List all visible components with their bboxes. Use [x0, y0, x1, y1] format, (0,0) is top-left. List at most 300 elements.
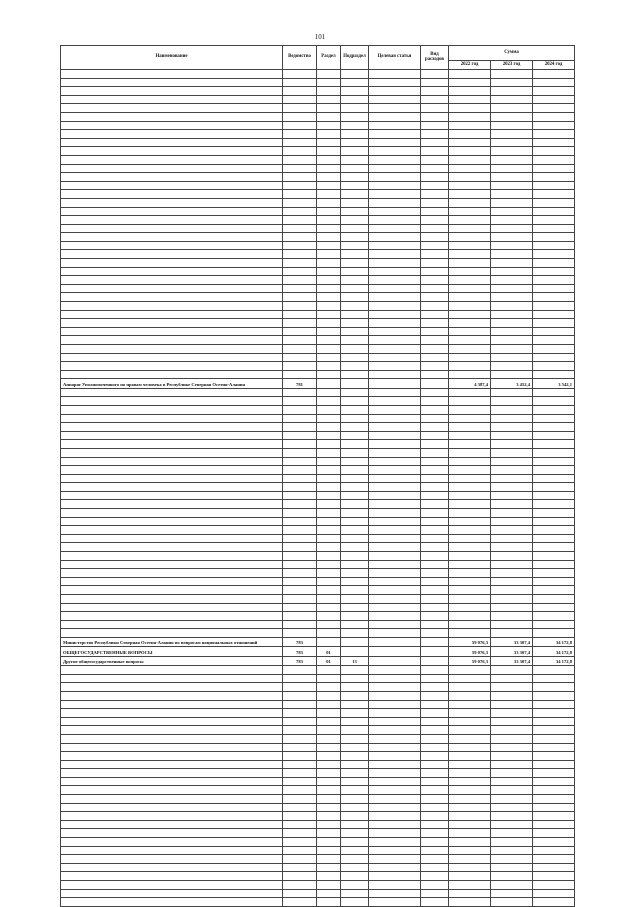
table-cell [421, 777, 449, 786]
table-cell [369, 534, 421, 543]
table-row-illegible [61, 448, 575, 457]
table-cell [491, 577, 533, 586]
table-cell [61, 267, 283, 276]
table-row-illegible [61, 595, 575, 604]
table-cell [317, 829, 341, 838]
table-cell [369, 491, 421, 500]
table-cell [421, 509, 449, 518]
table-cell [341, 336, 369, 345]
table-cell [449, 362, 491, 371]
table-cell [449, 138, 491, 147]
table-cell [421, 483, 449, 492]
table-cell [491, 130, 533, 139]
table-cell [421, 803, 449, 812]
cell-y1: 59 076,3 [449, 656, 491, 665]
table-row-illegible [61, 327, 575, 336]
table-cell [317, 726, 341, 735]
table-cell [449, 327, 491, 336]
table-cell [317, 112, 341, 121]
table-cell [341, 552, 369, 561]
table-cell [491, 820, 533, 829]
table-cell [449, 769, 491, 778]
table-cell [369, 198, 421, 207]
cell-y3: 3 542,1 [533, 379, 575, 388]
table-cell [449, 820, 491, 829]
table-cell [283, 423, 317, 432]
table-cell [317, 674, 341, 683]
table-cell [341, 216, 369, 225]
table-cell [61, 526, 283, 535]
table-cell [283, 889, 317, 898]
table-cell [317, 448, 341, 457]
table-cell [491, 405, 533, 414]
table-cell [491, 500, 533, 509]
table-cell [421, 820, 449, 829]
table-cell [491, 674, 533, 683]
table-cell [449, 743, 491, 752]
table-cell [283, 526, 317, 535]
table-cell [533, 138, 575, 147]
table-cell [283, 353, 317, 362]
cell-ministry: 783 [283, 637, 317, 646]
table-cell [369, 155, 421, 164]
table-row-illegible [61, 147, 575, 156]
table-cell [491, 310, 533, 319]
table-row-illegible [61, 560, 575, 569]
table-cell [341, 889, 369, 898]
table-cell [421, 683, 449, 692]
table-cell [283, 190, 317, 199]
table-cell [449, 786, 491, 795]
table-cell [369, 734, 421, 743]
table-cell [341, 717, 369, 726]
table-cell [61, 353, 283, 362]
table-cell [369, 121, 421, 130]
table-row-illegible [61, 457, 575, 466]
cell-subsection [341, 647, 369, 656]
table-cell [369, 752, 421, 761]
table-cell [533, 526, 575, 535]
table-cell [533, 448, 575, 457]
table-cell [449, 846, 491, 855]
table-cell [533, 786, 575, 795]
table-cell [283, 448, 317, 457]
table-cell [341, 734, 369, 743]
table-cell [369, 795, 421, 804]
table-row-illegible [61, 743, 575, 752]
table-cell [491, 259, 533, 268]
table-cell [449, 121, 491, 130]
header-ministry: Ведомство [283, 46, 317, 70]
table-cell [449, 336, 491, 345]
table-cell [533, 216, 575, 225]
table-cell [421, 95, 449, 104]
table-cell [491, 164, 533, 173]
table-cell [283, 674, 317, 683]
table-cell [317, 233, 341, 242]
table-cell [369, 474, 421, 483]
table-cell [283, 276, 317, 285]
table-cell [283, 629, 317, 638]
table-cell [341, 155, 369, 164]
cell-ministry: 781 [283, 379, 317, 388]
table-row-illegible [61, 70, 575, 79]
table-cell [317, 474, 341, 483]
table-cell [449, 683, 491, 692]
table-cell [533, 112, 575, 121]
table-row-illegible [61, 543, 575, 552]
table-cell [491, 517, 533, 526]
table-cell [341, 241, 369, 250]
table-cell [317, 691, 341, 700]
table-cell [317, 483, 341, 492]
table-cell [369, 691, 421, 700]
table-cell [341, 250, 369, 259]
table-cell [283, 560, 317, 569]
table-cell [533, 70, 575, 79]
table-cell [449, 474, 491, 483]
table-row-illegible [61, 267, 575, 276]
table-cell [533, 846, 575, 855]
table-cell [283, 440, 317, 449]
table-cell [449, 267, 491, 276]
table-cell [533, 717, 575, 726]
table-cell [61, 552, 283, 561]
table-cell [341, 709, 369, 718]
table-cell [317, 362, 341, 371]
table-cell [369, 709, 421, 718]
table-row-illegible [61, 397, 575, 406]
table-cell [421, 353, 449, 362]
table-cell [317, 353, 341, 362]
table-cell [449, 457, 491, 466]
table-cell [491, 620, 533, 629]
table-cell [369, 388, 421, 397]
header-expense-type: Вид расходов [421, 46, 449, 70]
table-cell [421, 577, 449, 586]
table-cell [283, 164, 317, 173]
table-cell [61, 362, 283, 371]
table-cell [283, 603, 317, 612]
table-cell [421, 147, 449, 156]
table-cell [341, 752, 369, 761]
table-cell [421, 534, 449, 543]
table-cell [533, 483, 575, 492]
table-cell [369, 302, 421, 311]
table-cell [449, 448, 491, 457]
table-cell [317, 769, 341, 778]
table-cell [421, 855, 449, 864]
table-cell [61, 95, 283, 104]
cell-ministry: 783 [283, 647, 317, 656]
table-cell [283, 691, 317, 700]
table-cell [341, 121, 369, 130]
table-cell [369, 517, 421, 526]
table-cell [369, 855, 421, 864]
table-cell [341, 517, 369, 526]
table-row-illegible [61, 388, 575, 397]
table-cell [449, 552, 491, 561]
table-cell [449, 691, 491, 700]
table-cell [341, 666, 369, 675]
table-cell [317, 121, 341, 130]
table-cell [421, 302, 449, 311]
table-cell [533, 666, 575, 675]
table-cell [61, 345, 283, 354]
table-cell [449, 95, 491, 104]
table-cell [421, 293, 449, 302]
table-cell [283, 216, 317, 225]
table-cell [61, 173, 283, 182]
table-cell [533, 224, 575, 233]
table-cell [317, 803, 341, 812]
table-cell [61, 838, 283, 847]
table-cell [421, 491, 449, 500]
table-row-illegible [61, 121, 575, 130]
table-cell [533, 440, 575, 449]
table-cell [341, 769, 369, 778]
table-cell [317, 216, 341, 225]
cell-target [369, 637, 421, 646]
table-row-illegible [61, 726, 575, 735]
table-cell [317, 595, 341, 604]
table-cell [421, 121, 449, 130]
table-cell [369, 726, 421, 735]
table-cell [369, 743, 421, 752]
table-cell [283, 130, 317, 139]
cell-y2: 3 452,4 [491, 379, 533, 388]
table-cell [449, 164, 491, 173]
table-row-illegible [61, 612, 575, 621]
table-cell [317, 560, 341, 569]
table-cell [317, 855, 341, 864]
table-cell [491, 683, 533, 692]
table-cell [61, 577, 283, 586]
table-cell [283, 586, 317, 595]
table-cell [369, 327, 421, 336]
table-cell [317, 241, 341, 250]
table-cell [421, 769, 449, 778]
table-cell [317, 717, 341, 726]
table-cell [283, 838, 317, 847]
table-cell [449, 629, 491, 638]
table-cell [491, 302, 533, 311]
table-cell [449, 233, 491, 242]
table-cell [341, 674, 369, 683]
table-cell [341, 726, 369, 735]
table-cell [283, 414, 317, 423]
cell-target [369, 656, 421, 665]
table-cell [317, 345, 341, 354]
table-cell [317, 491, 341, 500]
cell-section: 01 [317, 647, 341, 656]
table-cell [61, 474, 283, 483]
table-row-illegible [61, 666, 575, 675]
table-cell [421, 629, 449, 638]
table-cell [341, 500, 369, 509]
table-row-illegible [61, 674, 575, 683]
table-cell [317, 500, 341, 509]
table-cell [421, 595, 449, 604]
table-row-illegible [61, 683, 575, 692]
table-cell [533, 250, 575, 259]
cell-section [317, 637, 341, 646]
table-row-illegible [61, 423, 575, 432]
header-year-2024: 2024 год [533, 61, 575, 70]
table-cell [317, 629, 341, 638]
table-cell [421, 345, 449, 354]
table-cell [449, 198, 491, 207]
cell-y3: 34 172,8 [533, 637, 575, 646]
table-cell [317, 327, 341, 336]
table-cell [369, 310, 421, 319]
table-cell [341, 414, 369, 423]
table-cell [317, 620, 341, 629]
table-cell [61, 190, 283, 199]
table-cell [491, 241, 533, 250]
table-cell [369, 440, 421, 449]
table-cell [491, 216, 533, 225]
table-cell [341, 327, 369, 336]
table-cell [317, 164, 341, 173]
table-cell [369, 423, 421, 432]
table-cell [369, 233, 421, 242]
table-cell [369, 829, 421, 838]
table-row-illegible [61, 414, 575, 423]
table-cell [533, 147, 575, 156]
table-cell [61, 691, 283, 700]
table-cell [283, 362, 317, 371]
cell-subsection [341, 379, 369, 388]
table-cell [449, 259, 491, 268]
table-cell [369, 241, 421, 250]
table-cell [283, 181, 317, 190]
table-cell [317, 78, 341, 87]
table-cell [317, 431, 341, 440]
table-cell [61, 87, 283, 96]
table-cell [421, 760, 449, 769]
table-cell [341, 423, 369, 432]
table-cell [283, 620, 317, 629]
table-cell [533, 104, 575, 113]
table-cell [61, 250, 283, 259]
table-cell [449, 526, 491, 535]
table-cell [341, 457, 369, 466]
cell-y3: 34 172,8 [533, 647, 575, 656]
table-cell [491, 414, 533, 423]
table-row-illegible [61, 95, 575, 104]
table-cell [283, 104, 317, 113]
table-cell [421, 726, 449, 735]
table-cell [317, 250, 341, 259]
table-cell [421, 216, 449, 225]
table-cell [283, 726, 317, 735]
table-cell [449, 700, 491, 709]
table-cell [533, 241, 575, 250]
table-row-illegible [61, 863, 575, 872]
table-cell [341, 838, 369, 847]
table-cell [533, 760, 575, 769]
table-cell [491, 846, 533, 855]
table-cell [449, 147, 491, 156]
table-cell [533, 543, 575, 552]
table-row-illegible [61, 78, 575, 87]
table-cell [491, 734, 533, 743]
table-cell [533, 327, 575, 336]
table-cell [61, 620, 283, 629]
table-cell [341, 370, 369, 379]
table-cell [61, 769, 283, 778]
table-cell [449, 674, 491, 683]
table-cell [491, 353, 533, 362]
table-cell [491, 863, 533, 872]
table-cell [283, 147, 317, 156]
table-row-section [61, 656, 575, 665]
table-row-illegible [61, 769, 575, 778]
table-cell [421, 87, 449, 96]
table-cell [533, 310, 575, 319]
cell-name: Министерство Республики Северная Осетия-Алания по вопросам национальных отношений [61, 637, 283, 646]
table-cell [533, 155, 575, 164]
table-cell [341, 190, 369, 199]
table-cell [491, 483, 533, 492]
cell-ministry: 783 [283, 656, 317, 665]
table-cell [491, 250, 533, 259]
table-cell [449, 483, 491, 492]
table-cell [283, 829, 317, 838]
table-cell [491, 691, 533, 700]
cell-target [369, 379, 421, 388]
table-cell [491, 440, 533, 449]
header-sum: Сумма [449, 46, 575, 61]
table-cell [61, 795, 283, 804]
table-cell [421, 500, 449, 509]
table-cell [491, 700, 533, 709]
table-cell [341, 474, 369, 483]
table-cell [421, 466, 449, 475]
table-cell [317, 603, 341, 612]
table-cell [317, 786, 341, 795]
table-cell [421, 310, 449, 319]
cell-y1: 59 076,3 [449, 647, 491, 656]
table-cell [369, 863, 421, 872]
table-cell [61, 431, 283, 440]
table-cell [369, 397, 421, 406]
table-cell [61, 855, 283, 864]
table-cell [421, 612, 449, 621]
table-row-illegible [61, 466, 575, 475]
table-cell [341, 526, 369, 535]
table-cell [283, 267, 317, 276]
table-cell [61, 259, 283, 268]
table-cell [369, 717, 421, 726]
table-cell [449, 603, 491, 612]
table-row-illegible [61, 855, 575, 864]
table-cell [491, 87, 533, 96]
table-cell [283, 786, 317, 795]
table-cell [61, 726, 283, 735]
table-cell [491, 569, 533, 578]
cell-type [421, 656, 449, 665]
table-cell [533, 164, 575, 173]
table-cell [533, 709, 575, 718]
table-cell [341, 577, 369, 586]
table-cell [61, 233, 283, 242]
table-row-illegible [61, 138, 575, 147]
table-cell [421, 666, 449, 675]
table-cell [421, 104, 449, 113]
table-cell [283, 259, 317, 268]
